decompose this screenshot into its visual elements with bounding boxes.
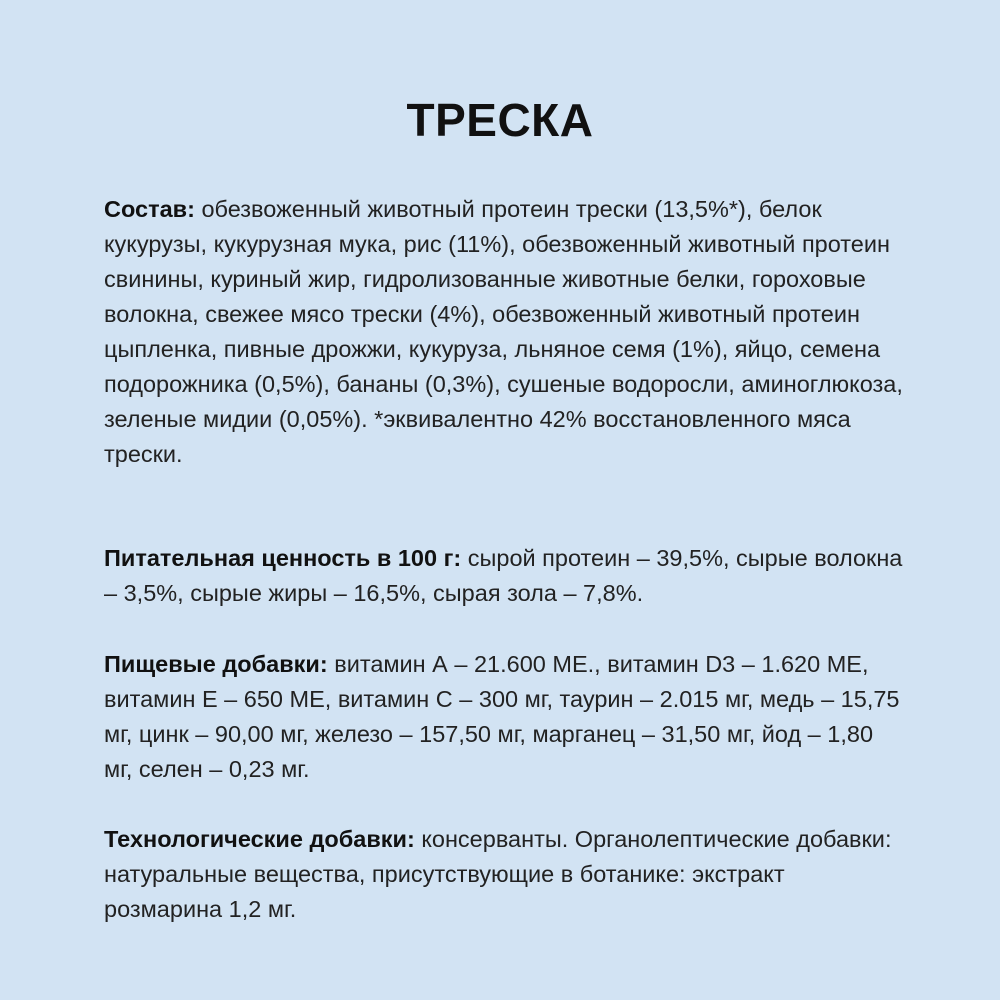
food-additives-section [104,647,904,787]
section-text: сырой протеин – 39,5%, сырые волокна – 3,5%, сырые жиры – 16,5%, сырая зола – 7,8%. [104,545,903,606]
section-label: Питательная ценность в 100 г: [104,545,462,571]
section-label: Состав: [104,196,195,222]
section-label: Пищевые добавки: [104,651,328,677]
technological-additives-section [104,822,904,927]
section-label: Технологические добавки: [104,826,415,852]
section-text: витамин А – 21.600 МЕ., витамин D3 – 1.620 МЕ, витамин Е – 650 МЕ, витамин С – 300 мг, таурин – 2.015 мг, медь – 15,75 мг, цинк – 90,00 мг, железо – 157,50 мг, марганец – 31,50 мг, йод – 1,80 мг, селен – 0,23 мг. [104,651,900,782]
section-text: консерванты. Органолептические добавки: натуральные вещества, присутствующие в ботанике: экстракт розмарина 1,2 мг. [104,826,892,922]
composition-section [104,192,904,472]
section-text: обезвоженный животный протеин трески (13,5%*), белок кукурузы, кукурузная мука, рис (11%), обезвоженный животный протеин свинины, куриный жир, гидролизованные животные белки, гороховые волокна, свежее мясо трески (4%), обезвоженный животный протеин цыпленка, пивные дрожжи, кукуруза, льняное семя (1%), яйцо, семена подорожника (0,5%), бананы (0,3%), сушеные водоросли, аминоглюкоза, зеленые мидии (0,05%). *эквивалентно 42% восстановленного мяса трески. [104,196,903,467]
page-title: ТРЕСКА [406,94,594,146]
nutrition-section [104,541,904,611]
